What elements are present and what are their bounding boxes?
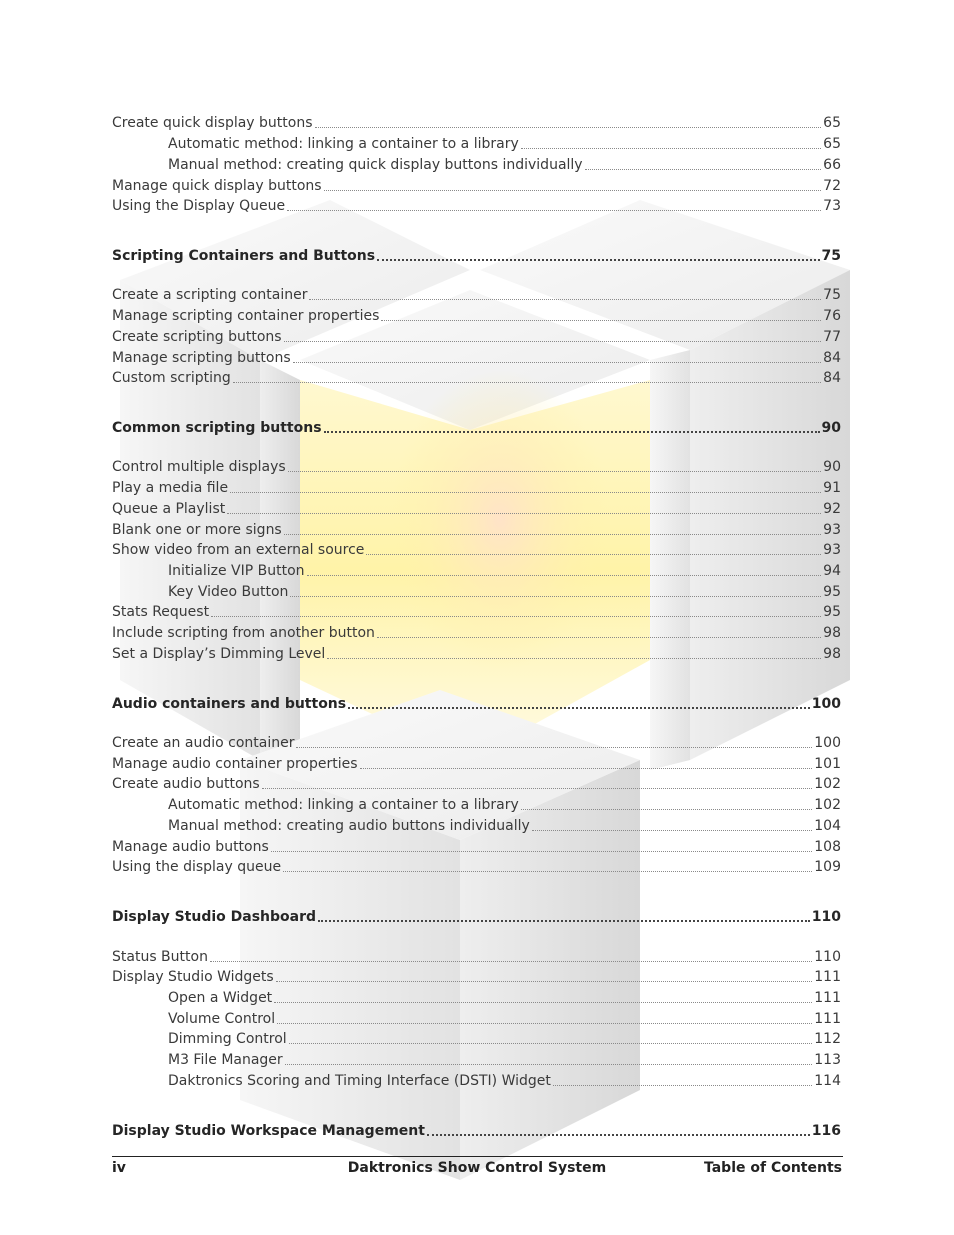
toc-page-number: 95 (823, 604, 841, 620)
dot-leader (377, 636, 821, 638)
toc-page-number: 76 (823, 308, 841, 324)
toc-page-number: 100 (811, 696, 841, 712)
toc-page-number: 111 (814, 969, 841, 985)
toc-page-number: 114 (814, 1073, 841, 1089)
dot-leader (284, 340, 822, 342)
dot-leader (210, 960, 812, 962)
dot-leader (585, 168, 822, 170)
toc-entry-title: Manage audio buttons (112, 839, 269, 855)
toc-entry-title: Display Studio Workspace Management (112, 1123, 425, 1139)
toc-entry-title: Stats Request (112, 604, 210, 620)
toc-entry[interactable] (168, 796, 841, 814)
toc-page-number: 111 (814, 1011, 841, 1027)
toc-entry-title: Create audio buttons (112, 776, 260, 792)
toc-page-number: 66 (823, 157, 841, 173)
toc-entry[interactable] (112, 479, 841, 497)
toc-page-number: 98 (823, 625, 841, 641)
toc-entry-title: Audio containers and buttons (112, 696, 347, 712)
toc-page-number: 108 (814, 839, 841, 855)
toc-section-heading[interactable] (112, 695, 841, 713)
dot-leader (262, 787, 813, 789)
toc-entry-title: Automatic method: linking a container to a library (168, 136, 519, 152)
dot-leader (309, 298, 821, 300)
toc-page-number: 84 (823, 370, 841, 386)
dot-leader (233, 381, 821, 383)
toc-entry[interactable] (168, 135, 841, 153)
toc-entry-title: Create quick display buttons (112, 115, 313, 131)
dot-leader (348, 706, 810, 709)
toc-page-number: 90 (823, 459, 841, 475)
toc-page-number: 77 (823, 329, 841, 345)
footer-section-title: Table of Contents (703, 1160, 842, 1176)
toc-entry-title: Open a Widget (168, 990, 273, 1006)
dot-leader (271, 850, 812, 852)
dot-leader (360, 767, 813, 769)
toc-entry-title: Manual method: creating audio buttons individually (168, 818, 530, 834)
toc-entry[interactable] (112, 838, 841, 856)
toc-entry[interactable] (112, 328, 841, 346)
toc-entry-title: Include scripting from another button (112, 625, 375, 641)
dot-leader (227, 512, 821, 514)
toc-entry-title: Manage quick display buttons (112, 178, 322, 194)
toc-page-number: 116 (811, 1123, 841, 1139)
toc-entry-title: Queue a Playlist (112, 501, 226, 517)
dot-leader (307, 574, 822, 576)
toc-page-number: 102 (814, 776, 841, 792)
toc-entry[interactable] (112, 521, 841, 539)
toc-entry-title: Key Video Button (168, 584, 289, 600)
toc-entry-title: Manage audio container properties (112, 756, 358, 772)
toc-entry[interactable] (168, 1072, 841, 1090)
toc-entry-title: Blank one or more signs (112, 522, 282, 538)
toc-page-number: 75 (821, 248, 841, 264)
toc-entry-title: Status Button (112, 949, 208, 965)
toc-entry[interactable] (112, 349, 841, 367)
toc-section-heading[interactable] (112, 419, 841, 437)
toc-entry-title: M3 File Manager (168, 1052, 283, 1068)
dot-leader (288, 470, 821, 472)
toc-entry[interactable] (112, 603, 841, 621)
toc-entry[interactable] (112, 197, 841, 215)
dot-leader (284, 533, 821, 535)
dot-leader (324, 430, 820, 433)
toc-entry[interactable] (112, 948, 841, 966)
toc-entry[interactable] (112, 624, 841, 642)
toc-entry-title: Display Studio Widgets (112, 969, 274, 985)
footer-document-title: Daktronics Show Control System (347, 1160, 607, 1176)
toc-entry-title: Create a scripting container (112, 287, 308, 303)
toc-entry[interactable] (112, 968, 841, 986)
toc-section-heading[interactable] (112, 1122, 841, 1140)
toc-entry-title: Manage scripting buttons (112, 350, 291, 366)
dot-leader (293, 361, 822, 363)
dot-leader (276, 980, 813, 982)
toc-section-heading[interactable] (112, 908, 841, 926)
footer-page-number: iv (112, 1160, 126, 1176)
toc-entry[interactable] (168, 583, 841, 601)
toc-page-number: 75 (823, 287, 841, 303)
toc-page-number: 93 (823, 522, 841, 538)
toc-page-number: 101 (814, 756, 841, 772)
toc-entry[interactable] (112, 458, 841, 476)
toc-page-number: 72 (823, 178, 841, 194)
dot-leader (377, 258, 819, 261)
toc-entry[interactable] (168, 817, 841, 835)
toc-page-number: 110 (814, 949, 841, 965)
dot-leader (318, 919, 810, 922)
toc-page-number: 112 (814, 1031, 841, 1047)
toc-page-number: 95 (823, 584, 841, 600)
toc-entry-title: Scripting Containers and Buttons (112, 248, 376, 264)
toc-page-number: 111 (814, 990, 841, 1006)
dot-leader (290, 595, 821, 597)
toc-entry[interactable] (168, 1010, 841, 1028)
toc-page-number: 84 (823, 350, 841, 366)
toc-entry[interactable] (112, 369, 841, 387)
toc-entry-title: Dimming Control (168, 1031, 287, 1047)
toc-entry[interactable] (112, 858, 841, 876)
toc-entry[interactable] (168, 989, 841, 1007)
toc-page-number: 104 (814, 818, 841, 834)
dot-leader (324, 189, 822, 191)
toc-entry-title: Manage scripting container properties (112, 308, 380, 324)
toc-entry-title: Create scripting buttons (112, 329, 282, 345)
toc-section-heading[interactable] (112, 247, 841, 265)
toc-entry-title: Manual method: creating quick display buttons individually (168, 157, 583, 173)
dot-leader (553, 1084, 812, 1086)
dot-leader (532, 829, 813, 831)
toc-entry[interactable] (112, 541, 841, 559)
toc-page-number: 93 (823, 542, 841, 558)
toc-page-number: 91 (823, 480, 841, 496)
toc-page-number: 94 (823, 563, 841, 579)
toc-entry[interactable] (112, 177, 841, 195)
toc-page-number: 65 (823, 115, 841, 131)
toc-entry-title: Control multiple displays (112, 459, 286, 475)
dot-leader (327, 657, 821, 659)
toc-entry[interactable] (168, 1051, 841, 1069)
toc-entry-title: Create an audio container (112, 735, 295, 751)
dot-leader (521, 147, 821, 149)
dot-leader (427, 1133, 810, 1136)
toc-entry[interactable] (112, 286, 841, 304)
toc-entry[interactable] (112, 734, 841, 752)
toc-entry[interactable] (168, 562, 841, 580)
toc-entry[interactable] (168, 1030, 841, 1048)
toc-entry-title: Volume Control (168, 1011, 276, 1027)
dot-leader (283, 870, 812, 872)
toc-page-number: 109 (814, 859, 841, 875)
dot-leader (521, 808, 813, 810)
dot-leader (230, 491, 821, 493)
toc-entry-title: Automatic method: linking a container to a library (168, 797, 519, 813)
toc-entry-title: Daktronics Scoring and Timing Interface (DSTI) Widget (168, 1073, 551, 1089)
dot-leader (315, 126, 822, 128)
toc-entry-title: Play a media file (112, 480, 229, 496)
toc-page-number: 65 (823, 136, 841, 152)
toc-entry[interactable] (112, 645, 841, 663)
toc-entry-title: Custom scripting (112, 370, 231, 386)
dot-leader (277, 1022, 812, 1024)
toc-page-number: 100 (814, 735, 841, 751)
toc-entry[interactable] (112, 114, 841, 132)
toc-page-number: 113 (814, 1052, 841, 1068)
toc-entry[interactable] (112, 755, 841, 773)
toc-page-number: 110 (811, 909, 841, 925)
toc-page-number: 90 (821, 420, 841, 436)
dot-leader (289, 1042, 813, 1044)
toc-entry-title: Initialize VIP Button (168, 563, 305, 579)
dot-leader (285, 1063, 813, 1065)
toc-entry[interactable] (112, 775, 841, 793)
toc-page-number: 102 (814, 797, 841, 813)
toc-entry-title: Using the display queue (112, 859, 282, 875)
toc-page-number: 92 (823, 501, 841, 517)
dot-leader (287, 209, 821, 211)
toc-page-number: 98 (823, 646, 841, 662)
toc-entry-title: Show video from an external source (112, 542, 365, 558)
dot-leader (274, 1001, 812, 1003)
toc-entry-title: Common scripting buttons (112, 420, 322, 436)
dot-leader (296, 746, 812, 748)
dot-leader (366, 553, 821, 555)
toc-entry[interactable] (112, 307, 841, 325)
toc-entry-title: Using the Display Queue (112, 198, 286, 214)
dot-leader (211, 615, 821, 617)
dot-leader (381, 319, 821, 321)
toc-entry[interactable] (112, 500, 841, 518)
toc-page-number: 73 (823, 198, 841, 214)
toc-entry-title: Set a Display’s Dimming Level (112, 646, 326, 662)
toc-entry-title: Display Studio Dashboard (112, 909, 317, 925)
toc-entry[interactable] (168, 156, 841, 174)
